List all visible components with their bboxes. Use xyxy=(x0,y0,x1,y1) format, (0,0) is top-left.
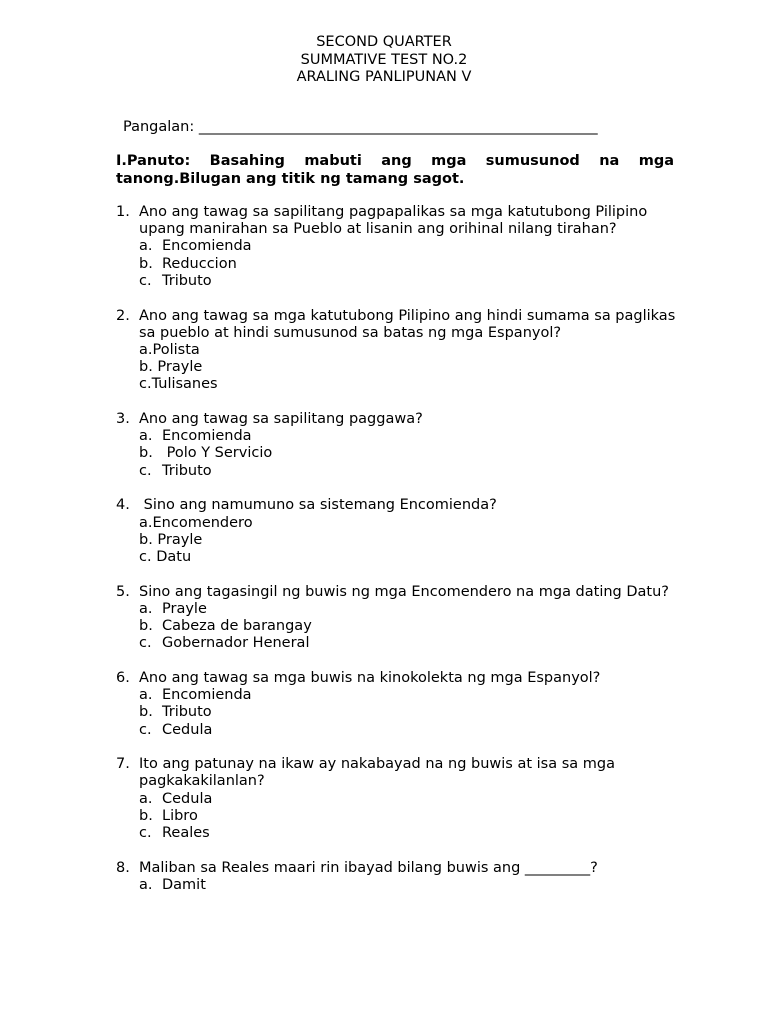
option-text: Tulisanes xyxy=(151,376,218,393)
question-number: 5. xyxy=(116,583,130,600)
question-item xyxy=(116,584,676,653)
option-text: Cedula xyxy=(162,721,213,738)
answer-option[interactable] xyxy=(139,342,676,359)
question-text: Sino ang namumuno sa sistemang Encomienda? xyxy=(139,497,497,514)
option-text: Tributo xyxy=(162,272,212,289)
option-text: Encomienda xyxy=(162,428,252,445)
question-number: 6. xyxy=(116,669,130,686)
option-text: Polo Y Servicio xyxy=(162,445,273,462)
question-item xyxy=(116,860,676,894)
option-text: Prayle xyxy=(162,600,207,617)
answer-option[interactable] xyxy=(139,877,676,894)
question-text: Maliban sa Reales maari rin ibayad bilang buwis ang _________? xyxy=(139,859,598,876)
question-number: 8. xyxy=(116,859,130,876)
option-text: Tributo xyxy=(162,462,212,479)
answer-options xyxy=(116,342,676,394)
answer-option[interactable] xyxy=(139,238,676,255)
answer-option[interactable] xyxy=(139,791,676,808)
name-label: Pangalan: xyxy=(123,119,195,135)
question-row xyxy=(116,756,676,790)
quarter-title: SECOND QUARTER xyxy=(316,34,452,50)
option-letter: b. xyxy=(139,445,153,462)
option-text: Gobernador Heneral xyxy=(162,635,310,652)
answer-option[interactable] xyxy=(139,635,676,652)
option-text: Prayle xyxy=(152,531,203,548)
answer-option[interactable] xyxy=(139,825,676,842)
document-header xyxy=(0,34,768,87)
question-item xyxy=(116,756,676,842)
answer-options xyxy=(116,791,676,843)
question-number: 1. xyxy=(116,204,130,220)
answer-option[interactable] xyxy=(139,428,676,445)
answer-option[interactable] xyxy=(139,808,676,825)
answer-option[interactable] xyxy=(139,515,676,532)
option-text: Polista xyxy=(152,341,200,358)
option-text: Cedula xyxy=(162,790,213,807)
instructions: I.Panuto: Basahing mabuti ang mga sumusunod na mga tanong.Bilugan ang titik ng tamang sagot. xyxy=(116,153,674,187)
answer-options xyxy=(116,515,676,567)
question-row xyxy=(116,860,676,877)
question-row xyxy=(116,584,676,601)
question-row xyxy=(116,670,676,687)
option-letter: c. xyxy=(139,462,152,479)
option-letter: a. xyxy=(139,877,153,893)
option-text: Libro xyxy=(162,807,198,824)
question-row xyxy=(116,307,680,342)
option-letter: a. xyxy=(139,428,153,445)
option-letter: a. xyxy=(139,687,153,704)
option-text: Tributo xyxy=(162,704,212,721)
question-item xyxy=(116,497,676,566)
option-letter: c. xyxy=(139,376,152,393)
question-number: 4. xyxy=(116,497,130,514)
question-number: 3. xyxy=(116,411,130,428)
answer-option[interactable] xyxy=(139,722,676,739)
question-item xyxy=(116,204,676,290)
option-letter: a. xyxy=(139,514,153,531)
answer-option[interactable] xyxy=(139,601,676,618)
answer-option[interactable] xyxy=(139,532,676,549)
question-text: Ano ang tawag sa sapilitang pagpapalikas sa mga katutubong Pilipino upang manirahan sa Pueblo at lisanin ang orihinal nilang tirahan? xyxy=(139,204,652,238)
option-letter: c. xyxy=(139,272,152,289)
question-row xyxy=(116,497,676,514)
option-text: Reduccion xyxy=(162,255,237,272)
option-letter: b. xyxy=(139,704,153,721)
answer-option[interactable] xyxy=(139,273,676,290)
answer-option[interactable] xyxy=(139,463,676,480)
answer-options xyxy=(116,877,676,894)
question-text: Ano ang tawag sa sapilitang paggawa? xyxy=(139,411,423,428)
answer-option[interactable] xyxy=(139,445,676,462)
option-letter: b. xyxy=(139,618,153,635)
option-text: Encomendero xyxy=(152,514,253,531)
question-number: 2. xyxy=(116,307,130,324)
option-text: Damit xyxy=(162,877,206,893)
question-number: 7. xyxy=(116,756,130,773)
answer-options xyxy=(116,428,676,480)
answer-option[interactable] xyxy=(139,618,676,635)
question-list xyxy=(116,204,680,912)
option-text: Datu xyxy=(151,548,192,565)
answer-option[interactable] xyxy=(139,687,676,704)
option-text: Prayle xyxy=(152,359,203,376)
answer-option[interactable] xyxy=(139,359,676,376)
answer-options xyxy=(116,238,676,290)
option-text: Reales xyxy=(162,825,210,842)
question-row xyxy=(116,411,676,428)
option-letter: c. xyxy=(139,825,152,842)
option-letter: a. xyxy=(139,238,153,255)
question-text: Ano ang tawag sa mga katutubong Pilipino ang hindi sumama sa paglikas sa pueblo at hindi sumusunod sa batas ng mga Espanyol? xyxy=(139,307,680,341)
question-text: Sino ang tagasingil ng buwis ng mga Encomendero na mga dating Datu? xyxy=(139,583,669,600)
question-item xyxy=(116,670,676,739)
question-item xyxy=(116,307,680,394)
question-row xyxy=(116,204,676,238)
option-letter: a. xyxy=(139,790,153,807)
answer-option[interactable] xyxy=(139,256,676,273)
option-letter: c. xyxy=(139,635,152,652)
option-letter: a. xyxy=(139,341,153,358)
option-letter: c. xyxy=(139,548,152,565)
question-item xyxy=(116,411,676,480)
option-letter: a. xyxy=(139,600,153,617)
option-text: Encomienda xyxy=(162,238,252,255)
option-letter: b. xyxy=(139,359,153,376)
question-text: Ano ang tawag sa mga buwis na kinokolekta ng mga Espanyol? xyxy=(139,669,601,686)
option-letter: b. xyxy=(139,807,153,824)
option-letter: c. xyxy=(139,721,152,738)
name-field xyxy=(123,118,598,136)
answer-options xyxy=(116,687,676,739)
answer-option[interactable] xyxy=(139,704,676,721)
subject-title: ARALING PANLIPUNAN V xyxy=(296,69,472,85)
answer-option[interactable] xyxy=(139,549,676,566)
test-title: SUMMATIVE TEST NO.2 xyxy=(300,51,468,68)
name-blank: _______________________________________________________ xyxy=(198,119,598,135)
question-text: Ito ang patunay na ikaw ay nakabayad na ng buwis at isa sa mga pagkakakilanlan? xyxy=(139,756,620,790)
option-letter: b. xyxy=(139,255,153,272)
answer-option[interactable] xyxy=(139,376,676,393)
answer-options xyxy=(116,601,676,653)
option-text: Cabeza de barangay xyxy=(162,618,312,635)
option-text: Encomienda xyxy=(162,687,252,704)
option-letter: b. xyxy=(139,531,153,548)
